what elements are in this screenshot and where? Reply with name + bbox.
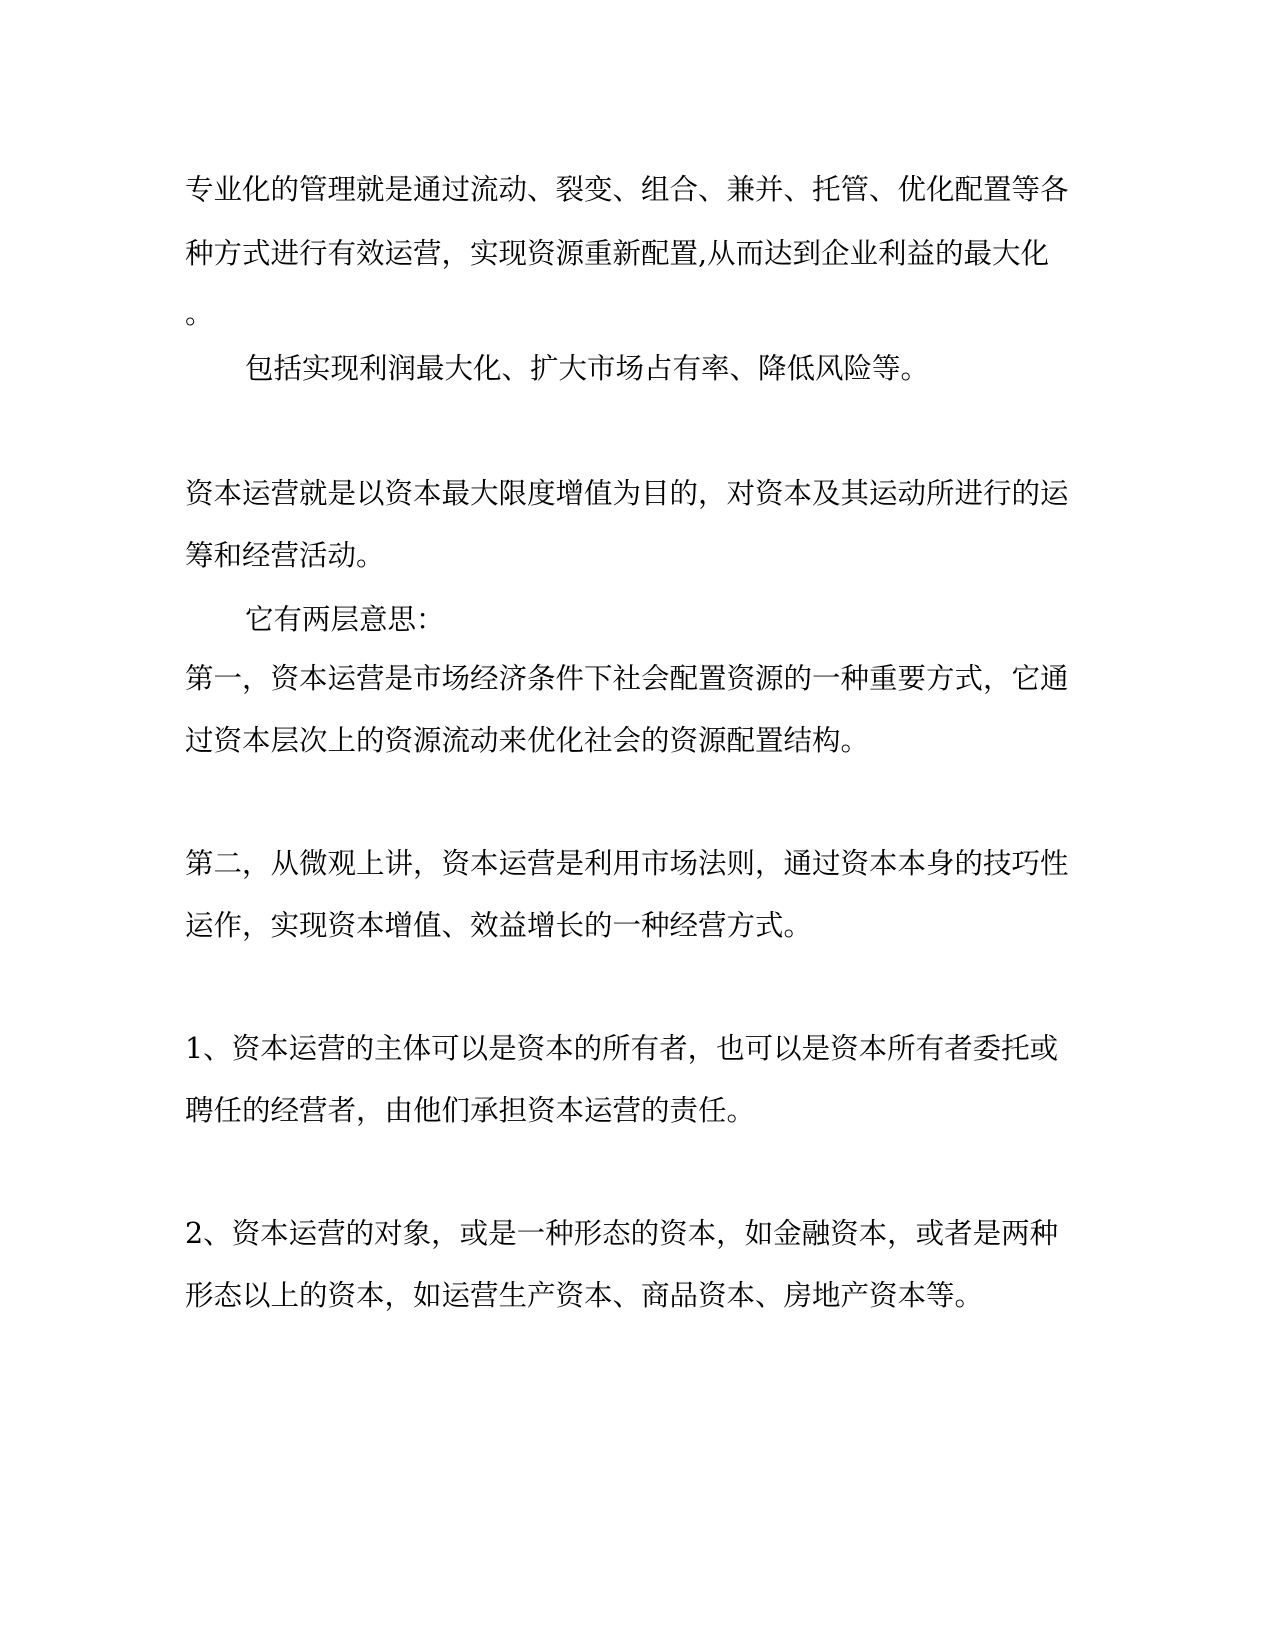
paragraph-1-line-2: 种方式进行有效运营，实现资源重新配置,从而达到企业利益的最大化: [185, 237, 1050, 270]
paragraph-3-line-2: 筹和经营活动。: [185, 539, 385, 572]
list-item-1-line-2: 聘任的经营者，由他们承担资本运营的责任。: [185, 1094, 756, 1127]
paragraph-6-line-1: 第二，从微观上讲，资本运营是利用市场法则，通过资本本身的技巧性: [185, 847, 1069, 880]
list-item-1-line-1: 1、资本运营的主体可以是资本的所有者，也可以是资本所有者委托或: [185, 1032, 1059, 1065]
paragraph-1-line-3: 。: [185, 297, 214, 330]
list-item-2-line-1: 2、资本运营的对象，或是一种形态的资本，如金融资本，或者是两种: [185, 1217, 1059, 1250]
list-item-2-line-2: 形态以上的资本，如运营生产资本、商品资本、房地产资本等。: [185, 1279, 984, 1312]
paragraph-2-line-1: 包括实现利润最大化、扩大市场占有率、降低风险等。: [245, 352, 930, 385]
paragraph-3-line-1: 资本运营就是以资本最大限度增值为目的，对资本及其运动所进行的运: [185, 477, 1069, 510]
paragraph-4-line-1: 它有两层意思：: [245, 603, 445, 636]
paragraph-5-line-2: 过资本层次上的资源流动来优化社会的资源配置结构。: [185, 724, 870, 757]
paragraph-6-line-2: 运作，实现资本增值、效益增长的一种经营方式。: [185, 909, 813, 942]
paragraph-1-line-1: 专业化的管理就是通过流动、裂变、组合、兼并、托管、优化配置等各: [185, 173, 1069, 206]
paragraph-5-line-1: 第一，资本运营是市场经济条件下社会配置资源的一种重要方式，它通: [185, 662, 1069, 695]
